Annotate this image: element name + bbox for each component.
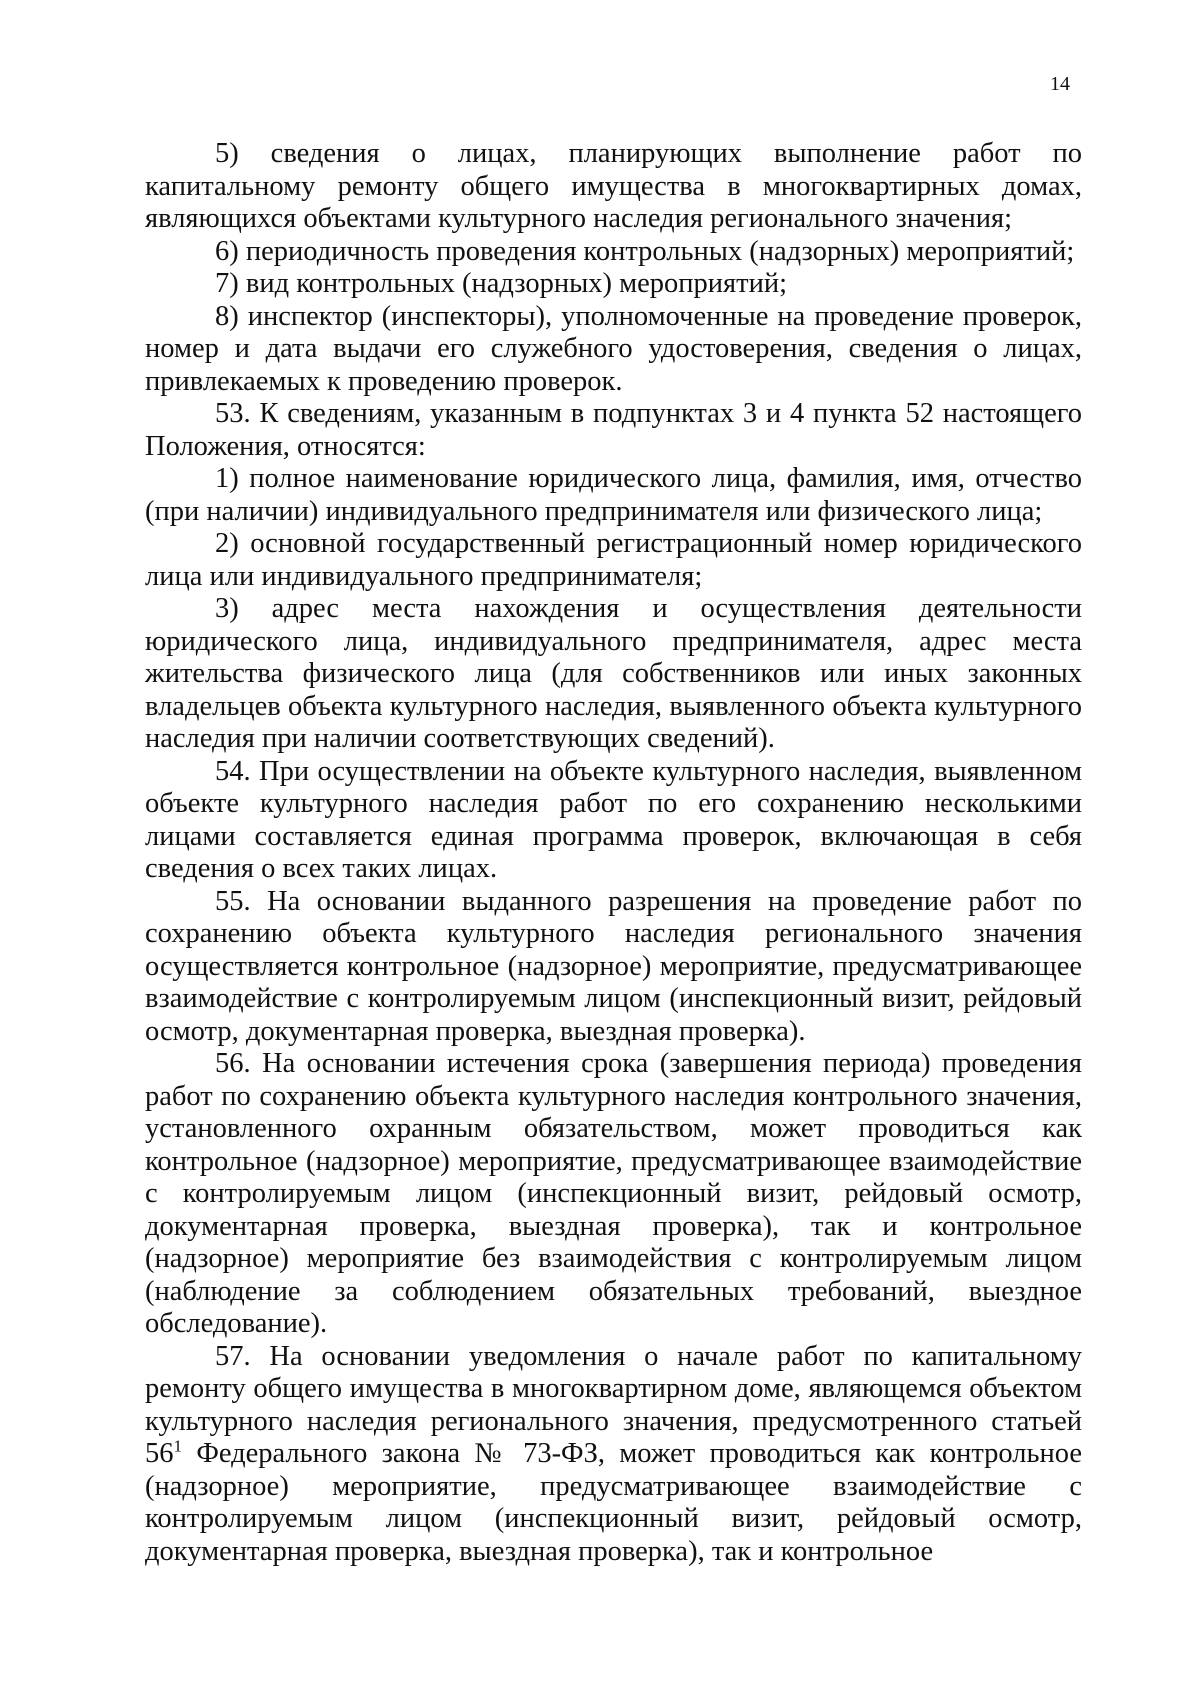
paragraph-item-5: 5) сведения о лицах, планирующих выполнение работ по капитальному ремонту общего имущества в многоквартирных домах, являющихся объектами культурного наследия регионального значения;: [145, 138, 1082, 234]
paragraph-53-item-1: 1) полное наименование юридического лица, фамилия, имя, отчество (при наличии) индивидуального предпринимателя или физического лица;: [145, 463, 1082, 527]
page-number: 14: [1050, 73, 1070, 95]
paragraph-57: [145, 1341, 1082, 1569]
paragraph-54: 54. При осуществлении на объекте культурного наследия, выявленном объекте культурного наследия работ по его сохранению несколькими лицами составляется единая программа проверок, включающая в себя сведения о всех таких лицах.: [145, 755, 1082, 884]
document-body: [145, 138, 1082, 1568]
paragraph-56: 56. На основании истечения срока (завершения периода) проведения работ по сохранению объекта культурного наследия контрольного значения, установленного охранным обязательством, может проводиться как контрольное (надзорное) мероприятие, предусматривающее взаимодействие с контролируемым лицом (инспекционный визит, рейдовый осмотр, документарная проверка, выездная проверка), так и контрольное (надзорное) мероприятие без взаимодействия с контролируемым лицом (наблюдение за соблюдением обязательных требований, выездное обследование).: [145, 1048, 1082, 1339]
paragraph-57-text-start: 57. На основании уведомления о начале работ по капитальному ремонту общего имущества в многоквартирном доме, являющемся объектом культурного наследия регионального значения, предусмотренного статьей 56: [145, 1340, 1082, 1469]
paragraph-53-item-3: 3) адрес места нахождения и осуществления деятельности юридического лица, индивидуального предпринимателя, адрес места жительства физического лица (для собственников или иных законных владельцев объекта культурного наследия, выявленного объекта культурного наследия при наличии соответствующих сведений).: [145, 593, 1082, 754]
article-superscript: 1: [173, 1436, 183, 1456]
paragraph-item-8: 8) инспектор (инспекторы), уполномоченные на проведение проверок, номер и дата выдачи его служебного удостоверения, сведения о лицах, привлекаемых к проведению проверок.: [145, 300, 1082, 397]
paragraph-55: 55. На основании выданного разрешения на проведение работ по сохранению объекта культурного наследия регионального значения осуществляется контрольное (надзорное) мероприятие, предусматривающее взаимодействие с контролируемым лицом (инспекционный визит, рейдовый осмотр, документарная проверка, выездная проверка).: [145, 885, 1082, 1047]
paragraph-57-text-end: Федерального закона № 73-ФЗ, может проводиться как контрольное (надзорное) мероприятие, предусматривающее взаимодействие с контролируемым лицом (инспекционный визит, рейдовый осмотр, документарная проверка, выездная проверка), так и контрольное: [145, 1438, 1082, 1567]
paragraph-53-item-2: 2) основной государственный регистрационный номер юридического лица или индивидуального предпринимателя;: [145, 528, 1082, 592]
paragraph-item-6: 6) периодичность проведения контрольных (надзорных) мероприятий;: [215, 235, 1075, 267]
paragraph-53: 53. К сведениям, указанным в подпунктах 3 и 4 пункта 52 настоящего Положения, относятся:: [145, 398, 1082, 462]
paragraph-item-7: 7) вид контрольных (надзорных) мероприятий;: [215, 268, 788, 299]
